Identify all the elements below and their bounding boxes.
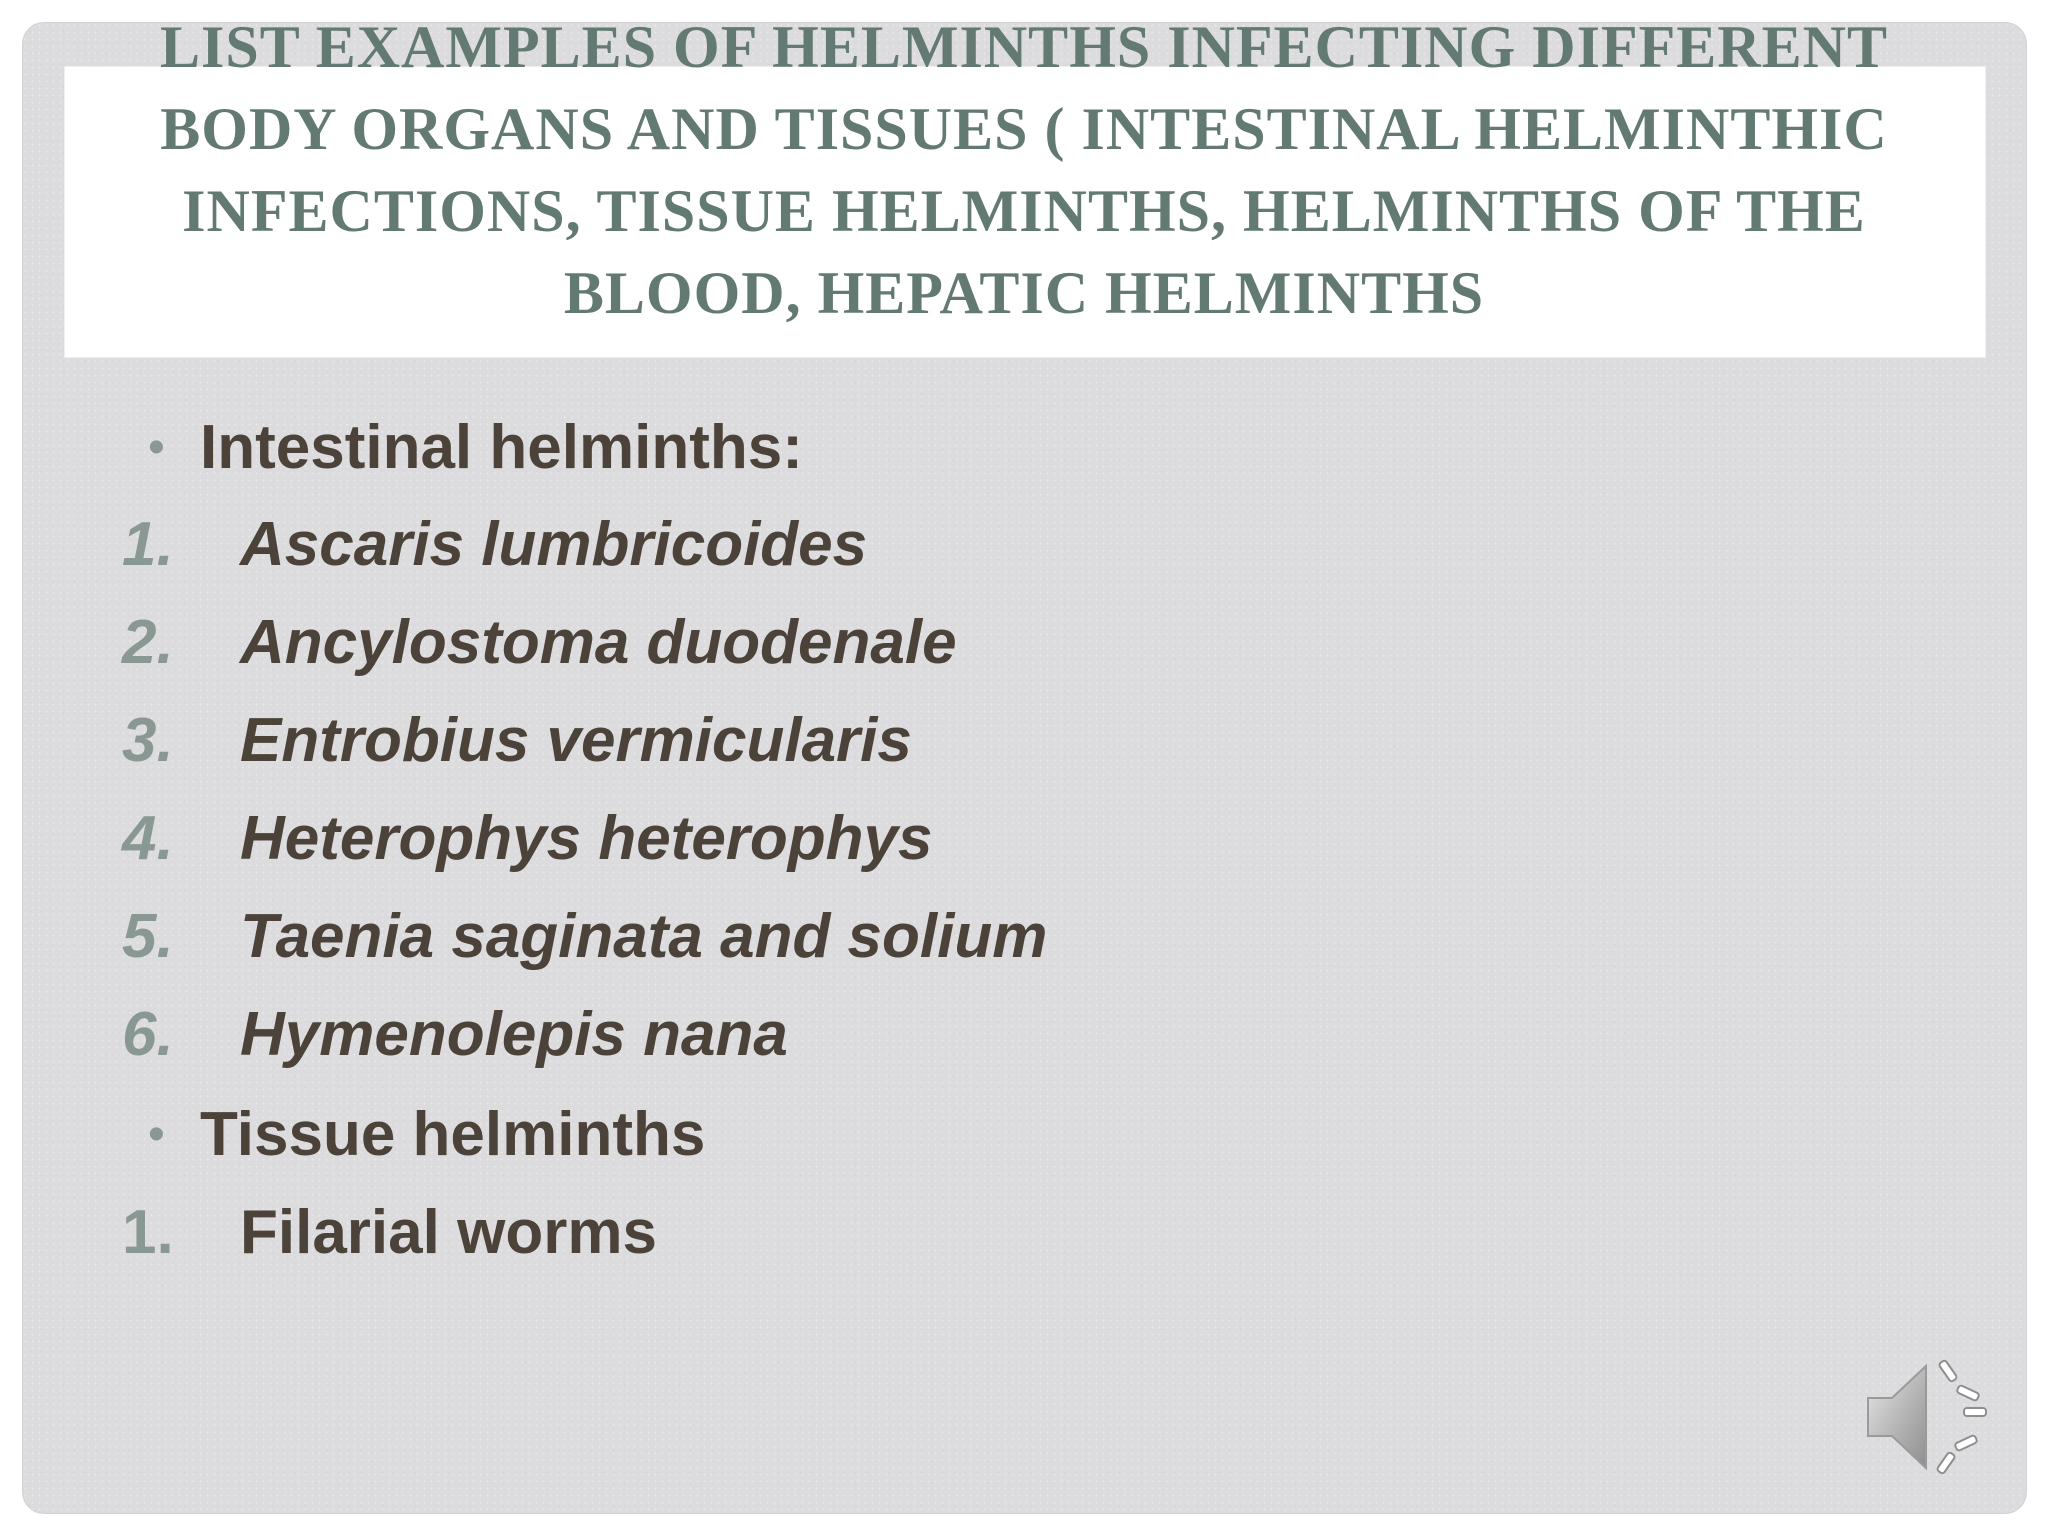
bullet-glyph: • [148, 1108, 165, 1161]
list-item-text: Hymenolepis nana [240, 1000, 788, 1069]
list-number: 2. [122, 608, 174, 677]
list-item-text: Taenia saginata and solium [240, 902, 1048, 971]
slide-title: LIST EXAMPLES OF HELMINTHS INFECTING DIFFERENT BODY ORGANS AND TISSUES ( INTESTINAL HELMINTHIC INFECTIONS, TISSUE HELMINTHS, HELMINTHS OF THE BLOOD, HEPATIC HELMINTHS [160, 14, 1888, 326]
list-number: 3. [122, 706, 174, 775]
list-item-text: Ascaris lumbricoides [240, 510, 868, 579]
list-number: 5. [122, 902, 174, 971]
list-number: 1. [122, 1198, 174, 1267]
bullet-glyph: • [148, 421, 165, 474]
section-heading: Tissue helminths [200, 1100, 706, 1169]
speaker-icon[interactable] [1860, 1352, 2000, 1482]
list-item-text: Entrobius vermicularis [240, 706, 912, 775]
list-number: 6. [122, 1000, 174, 1069]
list-item-text: Filarial worms [240, 1198, 657, 1267]
section-heading: Intestinal helminths: [200, 413, 803, 482]
list-number: 4. [122, 804, 174, 873]
list-number: 1. [122, 510, 174, 579]
list-item-text: Ancylostoma duodenale [240, 608, 957, 677]
list-item-text: Heterophys heterophys [240, 804, 933, 873]
